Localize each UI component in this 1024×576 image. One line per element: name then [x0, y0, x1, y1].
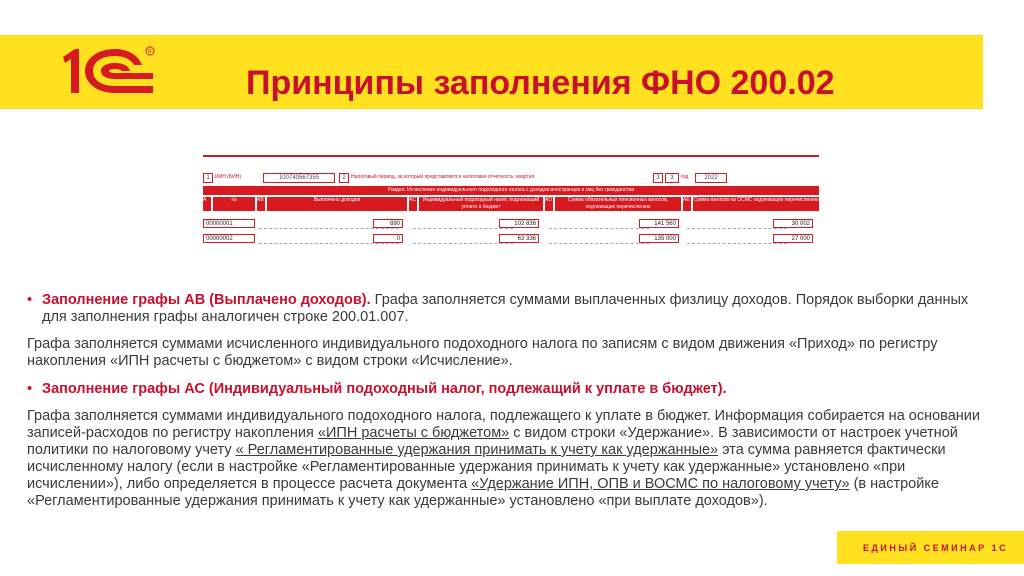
para-ac-text-1: Графа заполняется суммами индивидуального подоходного налога, подлежащего к уплате в бюджет. Информация собирается на основании записей-расходов по регистру накопления — [27, 408, 980, 441]
bullet-icon: • — [27, 381, 33, 397]
row2-ae: 27 000 — [773, 234, 813, 243]
row2-ac: 63 336 — [499, 234, 539, 243]
row1-ad-line — [549, 228, 649, 229]
form-header-row — [203, 171, 819, 185]
para-ac-text-4: (в настройке «Регламентированные удержания принимать к учету как удержанные» установлено «при выплате доходов»). — [27, 476, 939, 509]
row1-ac-line — [413, 228, 513, 229]
bullet-ab-text: Графа заполняется суммами выплаченных физлицу доходов. Порядок выборки данных для заполнения графы аналогичен строке 200.01.007. — [42, 292, 969, 325]
row1-ae-line — [687, 228, 787, 229]
bullet-ac-title: Заполнение графы АС (Индивидуальный подоходный налог, подлежащий к уплате в бюджет). — [42, 381, 727, 397]
form-cell-1: 1 — [203, 173, 213, 183]
col-ac-header: Индивидуальный подоходный налог, подлежащий уплате в бюджет — [419, 197, 543, 211]
col-ae-code: AE — [683, 197, 691, 211]
row1-ac: 102 836 — [499, 219, 539, 228]
bullet-ac — [27, 381, 995, 398]
row2-ab: 0 — [373, 234, 403, 243]
row1-ab: 890 — [373, 219, 403, 228]
year-value: 2022 — [695, 173, 727, 183]
col-ad-header: Сумма обязательных пенсионных взносов, подлежащих перечислению — [555, 197, 681, 211]
col-ab-header: Выплачено доходов — [267, 197, 407, 211]
form-top-border — [203, 155, 819, 157]
footer-badge — [837, 531, 1024, 564]
iin-value: 100740567355 — [263, 173, 335, 183]
row2-ad: 135 000 — [639, 234, 679, 243]
bullet-icon: • — [27, 292, 33, 308]
link-reg-deductions[interactable]: « Регламентированные удержания принимать к учету как удержанные» — [235, 442, 719, 458]
bullet-ab-title: Заполнение графы АВ (Выплачено доходов). — [42, 292, 371, 308]
period-label: Налоговый период, за который представляется налоговая отчетность: квартал — [351, 174, 535, 180]
page-title: Принципы заполнения ФНО 200.02 — [246, 64, 835, 102]
link-ipn-register[interactable]: «ИПН расчеты с бюджетом» — [317, 425, 510, 441]
footer-text: ЕДИНЫЙ СЕМИНАР 1С — [863, 543, 1009, 553]
para-ac-text-3: эта сумма равняется фактически исчисленному налогу (если в настройке «Регламентированные удержания принимать к учету как удержанные» установлено «при исчислении»), либо определяется в процессе расчета документа — [27, 442, 946, 492]
row1-ae: 30 002 — [773, 219, 813, 228]
1c-logo-icon — [55, 43, 165, 99]
fno-form-excerpt — [203, 155, 819, 247]
bullet-ab — [27, 292, 995, 326]
form-cell-2: 2 — [339, 173, 349, 183]
form-cell-3: 3 — [653, 173, 663, 183]
col-ac-code: AC — [409, 197, 417, 211]
row2-ac-line — [413, 243, 513, 244]
section-title: Раздел. Исчисление индивидуального подоходного налога с доходов иностранцев и лиц без гражданства — [203, 186, 819, 195]
quarter-value: 3 — [665, 173, 679, 183]
col-no-header: № — [213, 197, 255, 211]
paragraph-ab: Графа заполняется суммами исчисленного индивидуального подоходного налога по записям с видом движения «Приход» по регистру накопления «ИПН расчеты с бюджетом» с видом строки «Исчисление». — [27, 336, 938, 369]
row1-ab-line — [259, 228, 399, 229]
col-ab-code: AB — [257, 197, 265, 211]
col-a-code: A — [203, 197, 211, 211]
paragraph-ac — [27, 408, 995, 510]
svg-text:R: R — [148, 49, 152, 55]
year-label: год — [681, 174, 689, 180]
row1-num: 00000001 — [203, 219, 255, 228]
col-ae-header: Сумма взносов на ОСМС подлежащих перечислению — [693, 197, 819, 211]
iin-label: ИИН (БИН) — [215, 174, 242, 180]
col-ad-code: AD — [545, 197, 553, 211]
row2-ad-line — [549, 243, 649, 244]
row2-ab-line — [259, 243, 399, 244]
content-body — [27, 292, 995, 521]
link-deduction-document[interactable]: «Удержание ИПН, ОПВ и ВОСМС по налоговому учету» — [471, 476, 850, 492]
row2-ae-line — [687, 243, 787, 244]
para-ac-text-2: с видом строки «Удержание». В зависимости от настроек учетной политики по налоговому учету — [27, 425, 958, 458]
row1-ad: 141 560 — [639, 219, 679, 228]
row2-num: 00000002 — [203, 234, 255, 243]
